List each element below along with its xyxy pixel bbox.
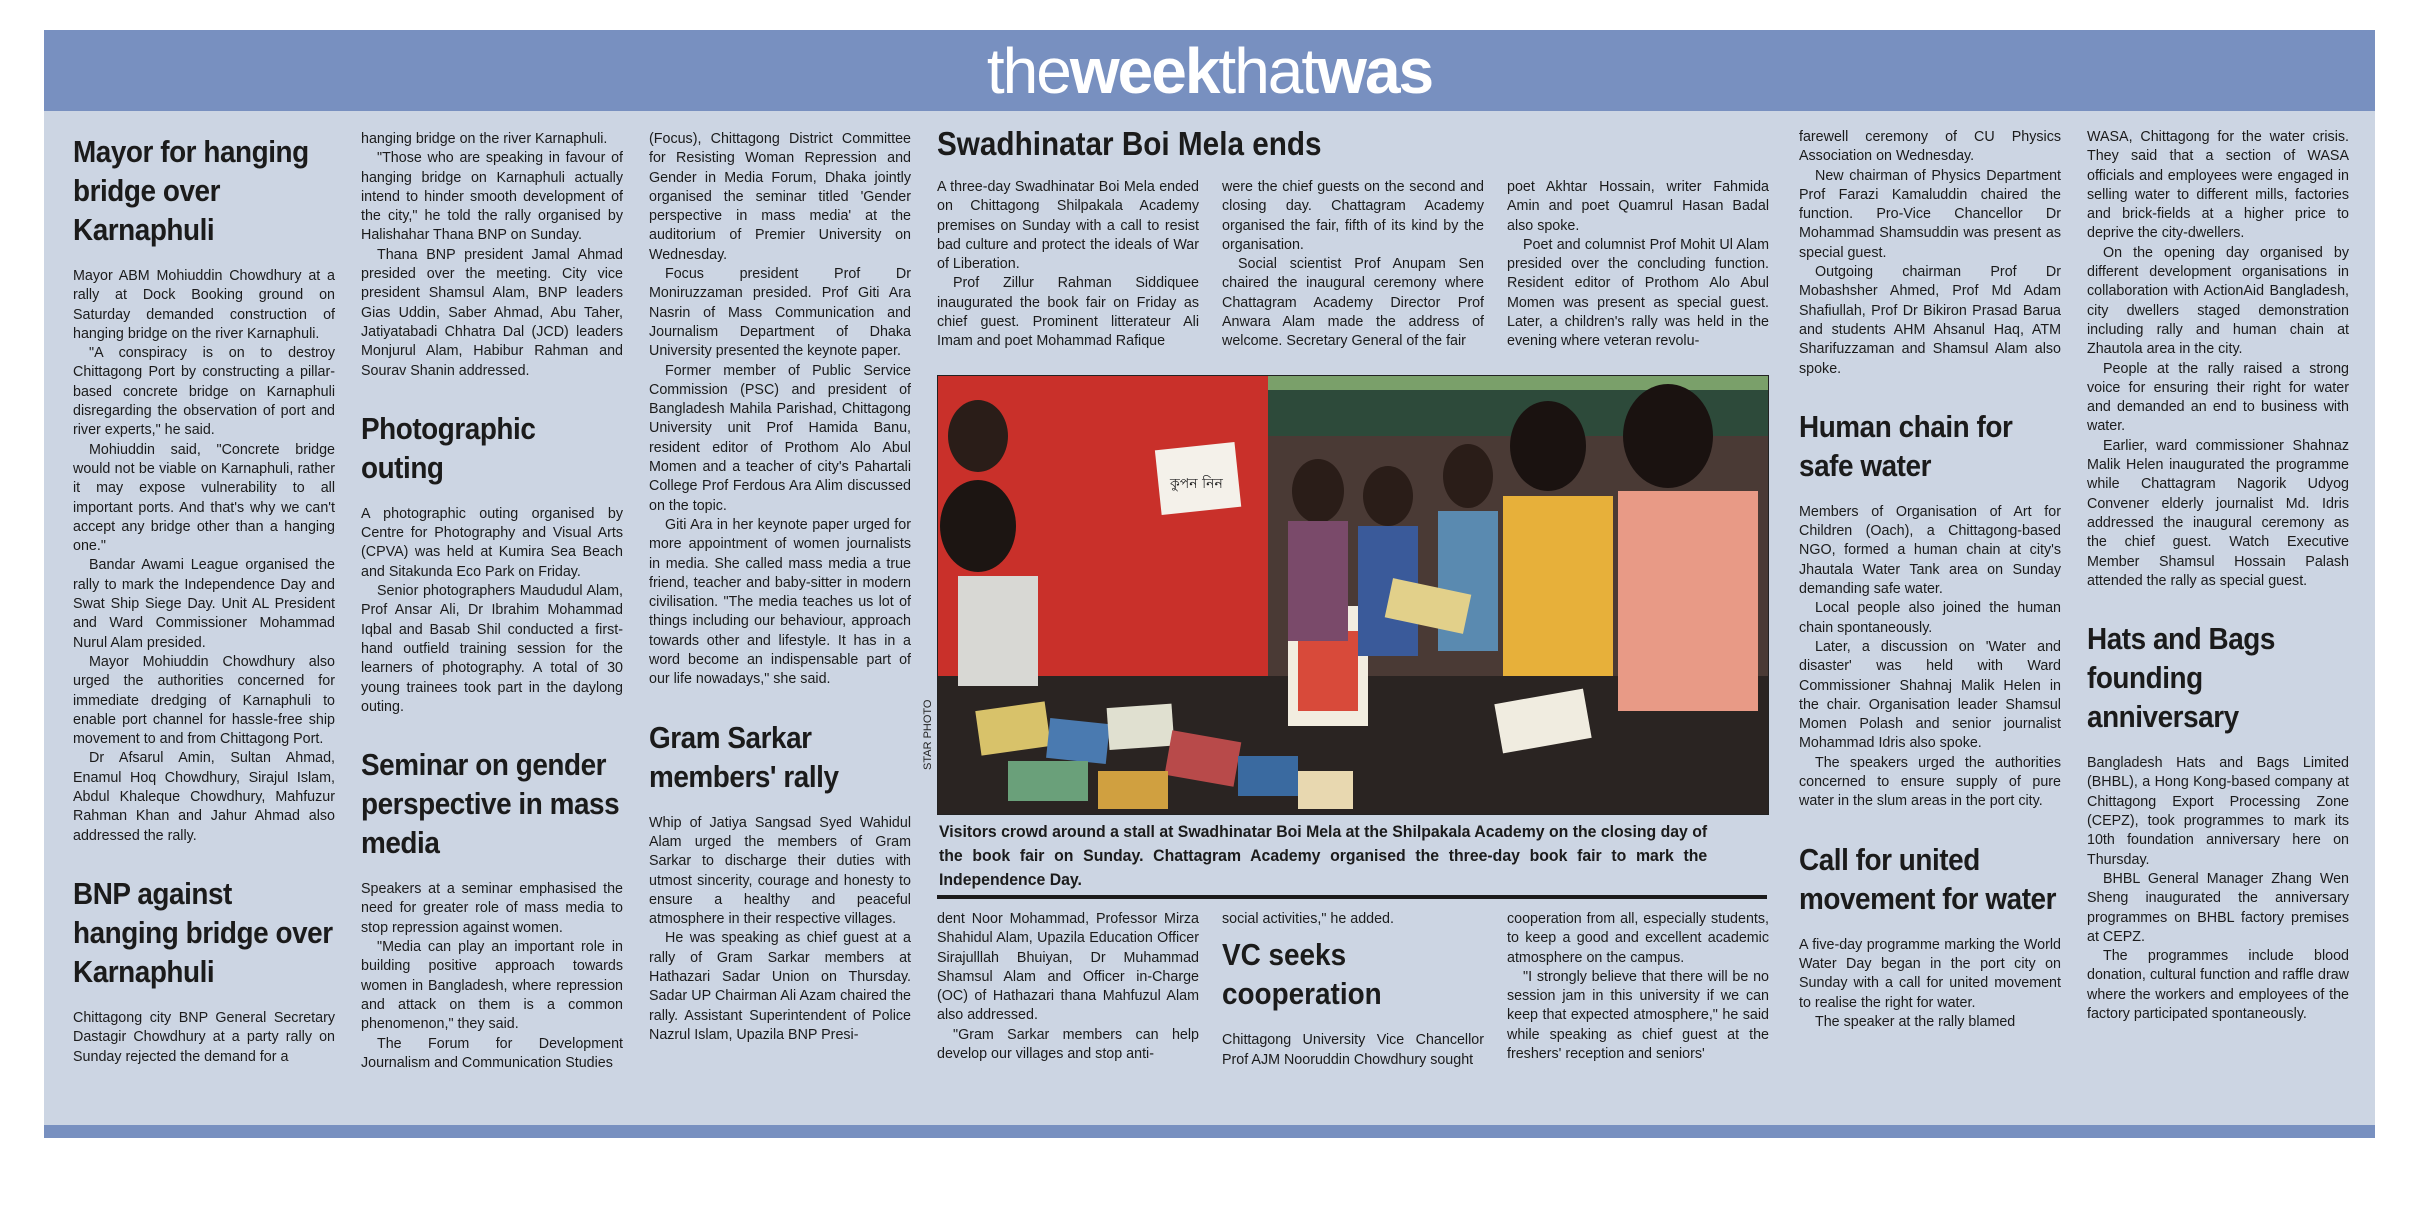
paragraph: "Media can play an important role in building positive approach towards women in Bangladesh, where repression and attack on them is a common phenomenon," they said. xyxy=(361,939,623,1033)
paragraph: Prof Zillur Rahman Siddiquee inaugurated the book fair on Friday as chief guest. Prominent litterateur Ali Imam and poet Mohammad Rafique xyxy=(937,275,1199,350)
masthead-title xyxy=(44,36,2375,106)
masthead-part-3: that xyxy=(1218,35,1318,107)
paragraph: On the opening day organised by different development organisations in collaboration with ActionAid Bangladesh, city dwellers staged demonstration including rally and human chain at Zhautola area in the city. xyxy=(2087,244,2349,358)
photo-credit: STAR PHOTO xyxy=(922,699,934,770)
paragraph: Later, a discussion on 'Water and disaster' was held with Ward Commissioner Shahnaj Malik Helen in the chair. Organisation leader Shamsul Momen Polash and senior journalist Mohammad Idris also spoke. xyxy=(1799,638,2061,752)
masthead-banner xyxy=(44,30,2375,111)
headline-mayor-hanging-bridge: Mayor for hanging bridge over Karnaphuli xyxy=(73,134,309,247)
headline-human-chain: Human chain for safe water xyxy=(1799,408,2013,483)
paragraph: Focus president Prof Dr Moniruzzaman presided. Prof Giti Ara Nasrin of Mass Communication and Journalism Department of Dhaka University presented the keynote paper. xyxy=(649,266,911,360)
paragraph: "I strongly believe that there will be no session jam in this university if we can keep that expected atmosphere," he said while speaking as chief guest at the freshers' reception and seniors' xyxy=(1507,968,1769,1063)
photo-caption: Visitors crowd around a stall at Swadhinatar Boi Mela at the Shilpakala Academy on the closing day of the book fair on Sunday. Chattagram Academy organised the three-day book fair to mark the Independence Day. xyxy=(939,822,1708,889)
headline-call-for-united-movement: Call for united movement for water xyxy=(1799,841,2057,916)
paragraph: "Those who are speaking in favour of hanging bridge on Karnaphuli actually intend to hinder smooth development of the city," he told the rally organised by Halishahar Thana BNP on Sunday. xyxy=(361,150,623,244)
paragraph: Social scientist Prof Anupam Sen chaired the inaugural ceremony where Chattagram Academy Director Prof Anwara Alam made the address of welcome. Secretary General of the fair xyxy=(1222,256,1484,350)
paragraph: Mayor Mohiuddin Chowdhury also urged the authorities concerned for immediate dredging of Karnaphuli to enable port channel for hassle-free ship movement to and from Chittagong Port. xyxy=(73,653,335,748)
paragraph: People at the rally raised a strong voice for ensuring their right for water and demanded an end to business with water. xyxy=(2087,360,2349,435)
paragraph: farewell ceremony of CU Physics Association on Wednesday. xyxy=(1799,129,2061,165)
headline-gram-sarkar-rally: Gram Sarkar members' rally xyxy=(649,719,839,794)
boi-bottom-column-2 xyxy=(1222,910,1484,1070)
column-1 xyxy=(73,132,335,1067)
paragraph: cooperation from all, especially students, to keep a good and excellent academic atmosphere on the campus. xyxy=(1507,911,1769,966)
paragraph: were the chief guests on the second and closing day. Chattagram Academy organised the fair, fifth of its kind by the organisation. xyxy=(1222,179,1484,253)
paragraph: Bandar Awami League organised the rally to mark the Independence Day and Swat Ship Siege Day. Unit AL President and Ward Commissioner Mohammad Nurul Alam presided. xyxy=(73,557,335,651)
paragraph: Bangladesh Hats and Bags Limited (BHBL), a Hong Kong-based company at Chittagong Export Processing Zone (CEPZ), took programmes to mark its 10th foundation anniversary here on Thursday. xyxy=(2087,755,2349,868)
paragraph: Dr Afsarul Amin, Sultan Ahmad, Enamul Hoq Chowdhury, Sirajul Islam, Abdul Khaleque Chowdhury, Mahfuzur Rahman Khan and Jahur Ahmad also addressed the rally. xyxy=(73,750,335,844)
paragraph: The programmes include blood donation, cultural function and raffle draw where the workers and employees of the factory participated spontaneously. xyxy=(2087,948,2349,1022)
paragraph: Whip of Jatiya Sangsad Syed Wahidul Alam urged the members of Gram Sarkar to discharge their duties with utmost sincerity, courage and honesty to ensure a healthy and peaceful atmosphere in their respective villages. xyxy=(649,814,911,928)
masthead-part-4: was xyxy=(1317,35,1433,107)
paragraph: New chairman of Physics Department Prof Farazi Kamaluddin chaired the function. Pro-Vice Chancellor Dr Mohammad Shamsuddin was present as special guest. xyxy=(1799,167,2061,261)
boi-mela-column-3 xyxy=(1507,178,1769,352)
column-3 xyxy=(649,130,911,1045)
paragraph: Mohiuddin said, "Concrete bridge would not be viable on Karnaphuli, rather it may expose vulnerability to all important ports. And that's why we can't accept any bridge other than a hanging one." xyxy=(73,441,335,555)
paragraph: Chittagong city BNP General Secretary Dastagir Chowdhury at a party rally on Sunday rejected the demand for a xyxy=(73,1009,335,1065)
headline-bnp-against-bridge: BNP against hanging bridge over Karnaphuli xyxy=(73,875,333,989)
boi-bottom-column-1 xyxy=(937,910,1199,1064)
page-sheet xyxy=(44,30,2375,1138)
paragraph: Giti Ara in her keynote paper urged for more appointment of women journalists in media. She called mass media a true friend, teacher and baby-sitter in modern civilisation. "The media teaches us lot of things including our behaviour, approach towards other and lifestyle. It has in a word become an indispensable part of our life nowadays," she said. xyxy=(649,516,911,688)
paragraph: Earlier, ward commissioner Shahnaz Malik Helen inaugurated the programme while Chattagram Nagorik Udyog Convener elderly journalist Md. Idris addressed the inaugural ceremony as the chief guest. Watch Executive Member Shamsul Hossain Palash attended the rally as special guest. xyxy=(2087,437,2349,589)
headline-boi-mela: Swadhinatar Boi Mela ends xyxy=(937,125,1322,162)
paragraph: Outgoing chairman Prof Dr Mobashsher Ahmed, Prof Md Adam Shafiullah, Prof Dr Bikiron Prasad Barua and students AHM Ahsanul Haq, ATM Sharifuzzaman and Shamsul Alam also spoke. xyxy=(1799,264,2061,377)
column-6 xyxy=(1799,128,2061,1032)
paragraph: A five-day programme marking the World Water Day began in the port city on Sunday with a call for united movement to realise the right for water. xyxy=(1799,936,2061,1011)
paragraph: "A conspiracy is on to destroy Chittagong Port by constructing a pillar-based concrete bridge on Karnaphuli disregarding the observation of port and river experts," he said. xyxy=(73,345,335,439)
paragraph: Poet and columnist Prof Mohit Ul Alam presided over the concluding function. Resident editor of Prothom Alo Abul Momen was present as special guest. Later, a children's rally was held in the evening where veteran revolu- xyxy=(1507,236,1769,350)
paragraph: Former member of Public Service Commission (PSC) and president of Bangladesh Mahila Parishad, Chittagong University unit Prof Hamida Banu, resident editor of Prothom Alo Abul Momen and a teacher of city's Pahartali College Prof Ferdous Ara Alim discussed on the topic. xyxy=(649,362,911,514)
stall-sign-text: কুপন নিন xyxy=(1170,476,1223,492)
book-fair-photo-illustration xyxy=(938,376,1768,814)
paragraph: A three-day Swadhinatar Boi Mela ended on Chittagong Shilpakala Academy premises on Sunday with a call to resist bad culture and protect the ideals of War of Liberation. xyxy=(937,179,1199,273)
paragraph: The speaker at the rally blamed xyxy=(1815,1013,2016,1030)
boi-bottom-column-3 xyxy=(1507,910,1769,1064)
bottom-band xyxy=(44,1125,2375,1138)
headline-photographic-outing: Photographic outing xyxy=(361,410,536,485)
caption-divider xyxy=(937,895,1767,899)
column-2 xyxy=(361,130,623,1073)
paragraph: hanging bridge on the river Karnaphuli. xyxy=(361,131,608,147)
paragraph: Senior photographers Maududul Alam, Prof Ansar Ali, Dr Ibrahim Mohammad Iqbal and Basab Shil conducted a first-hand outfield training session for the learners of photography. A total of 30 young trainees took part in the daylong outing. xyxy=(361,583,623,715)
paragraph: social activities," he added. xyxy=(1222,911,1394,927)
paragraph: WASA, Chittagong for the water crisis. They said that a section of WASA officials and employees were engaged in selling water to different mills, factories and brick-fields at a higher price to deprive the city-dwellers. xyxy=(2087,129,2349,242)
paragraph: Chittagong University Vice Chancellor Prof AJM Nooruddin Chowdhury sought xyxy=(1222,1032,1484,1068)
paragraph: (Focus), Chittagong District Committee for Resisting Woman Repression and Gender in Media Forum, Dhaka jointly organised the seminar titled 'Gender perspective in mass media' at the auditorium of Premier University on Wednesday. xyxy=(649,131,911,263)
masthead-part-2: week xyxy=(1069,35,1219,107)
paragraph: Mayor ABM Mohiuddin Chowdhury at a rally at Dock Booking ground on Saturday demanded construction of hanging bridge on the river Karnaphuli. xyxy=(73,268,335,342)
paragraph: Local people also joined the human chain spontaneously. xyxy=(1799,600,2061,636)
paragraph: "Gram Sarkar members can help develop our villages and stop anti- xyxy=(937,1026,1199,1063)
column-7 xyxy=(2087,128,2349,1024)
boi-mela-column-1 xyxy=(937,178,1199,352)
headline-vc-seeks-cooperation: VC seeks cooperation xyxy=(1222,937,1382,1012)
paragraph: He was speaking as chief guest at a rally of Gram Sarkar members at Hathazari Sadar Union on Thursday. Sadar UP Chairman Ali Azam chaired the rally. Assistant Superintendent of Police Nazrul Islam, Upazila BNP Presi- xyxy=(649,930,911,1043)
book-fair-photo xyxy=(937,375,1769,815)
headline-seminar-gender: Seminar on gender perspective in mass media xyxy=(361,747,620,861)
paragraph: dent Noor Mohammad, Professor Mirza Shahidul Alam, Upazila Education Officer Sirajulllah Bhuiyan, Dr Muhammad Shamsul Alam and Officer in-Charge (OC) of Hathazari thana Mahfuzul Alam also addressed. xyxy=(937,911,1199,1024)
headline-hats-and-bags: Hats and Bags founding anniversary xyxy=(2087,621,2275,735)
boi-mela-column-2 xyxy=(1222,178,1484,352)
paragraph: Thana BNP president Jamal Ahmad presided over the meeting. City vice president Shamsul Alam, BNP leaders Gias Uddin, Saber Ahmad, Abu Taher, Jatiyatabadi Chhatra Dal (JCD) leaders Monjurul Alam, Habibur Rahman and Sourav Shanin addressed. xyxy=(361,246,623,379)
paragraph: The Forum for Development Journalism and Communication Studies xyxy=(361,1035,623,1071)
paragraph: BHBL General Manager Zhang Wen Sheng inaugurated the anniversary programmes on BHBL factory premises at CEPZ. xyxy=(2087,870,2349,945)
paragraph: A photographic outing organised by Centre for Photography and Visual Arts (CPVA) was held at Kumira Sea Beach and Sitakunda Eco Park on Friday. xyxy=(361,505,623,580)
masthead-part-1: the xyxy=(986,35,1070,107)
paragraph: Members of Organisation of Art for Children (Oach), a Chittagong-based NGO, formed a human chain at city's Jhautala Water Tank area on Sunday demanding safe water. xyxy=(1799,503,2061,598)
paragraph: The speakers urged the authorities concerned to ensure supply of pure water in the slum areas in the port city. xyxy=(1799,754,2061,810)
paragraph: poet Akhtar Hossain, writer Fahmida Amin and poet Quamrul Hasan Badal also spoke. xyxy=(1507,179,1769,234)
paragraph: Speakers at a seminar emphasised the need for greater role of mass media to stop repression against women. xyxy=(361,881,623,936)
